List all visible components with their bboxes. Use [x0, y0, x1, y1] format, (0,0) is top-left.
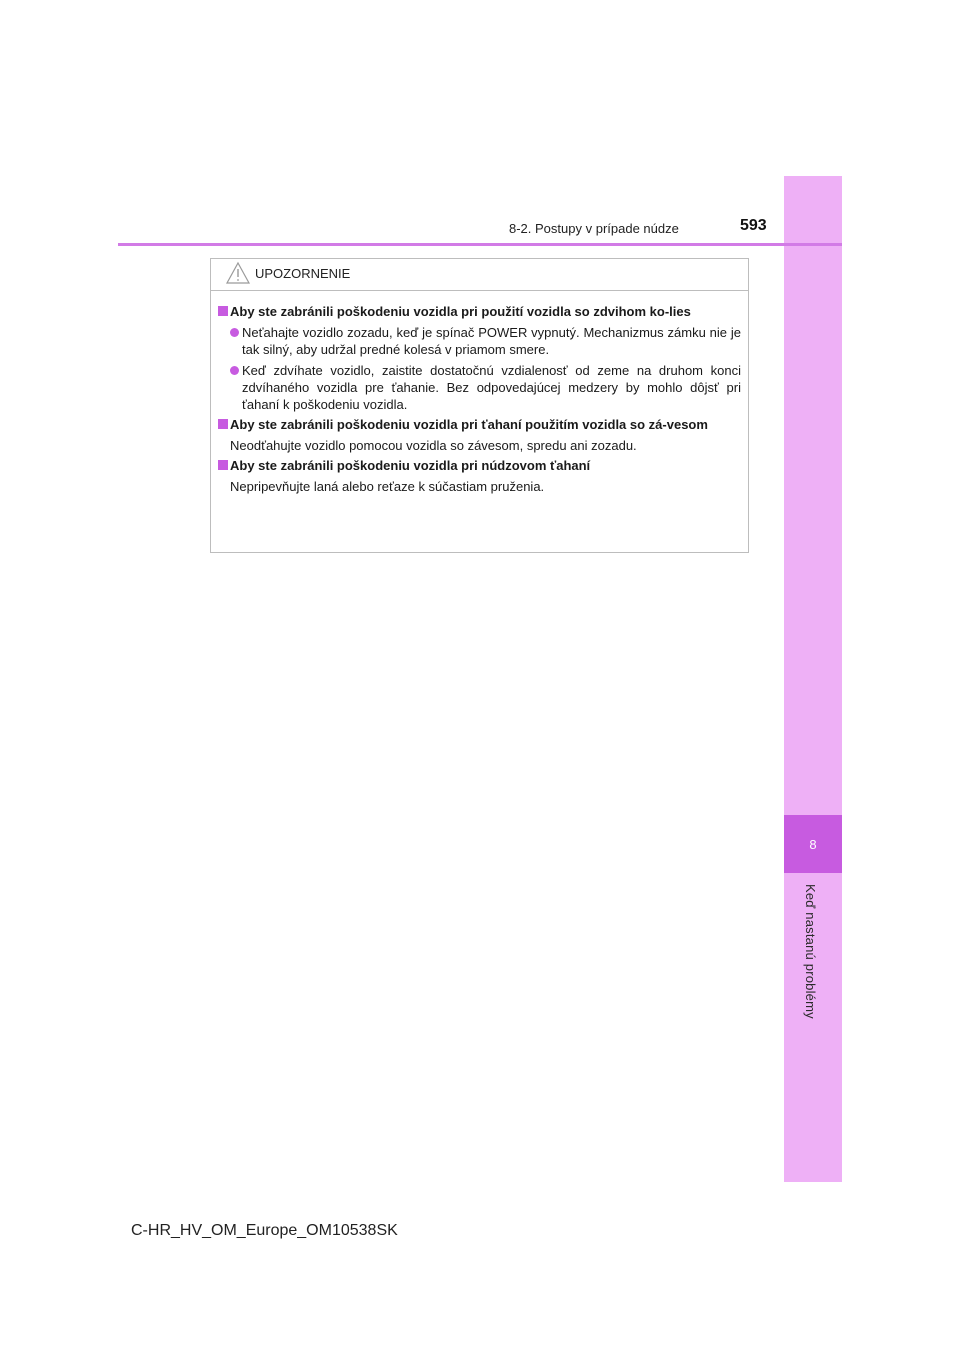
warning-heading: Aby ste zabránili poškodeniu vozidla pri núdzovom ťahaní [218, 457, 741, 474]
warning-heading: Aby ste zabránili poškodeniu vozidla pri ťahaní použitím vozidla so zá-vesom [218, 416, 741, 433]
page-number: 593 [740, 217, 767, 234]
section-title: 8-2. Postupy v prípade núdze [509, 221, 679, 236]
chapter-label: Keď nastanú problémy [803, 884, 818, 1019]
square-bullet-icon [218, 419, 228, 429]
warning-text: Neodťahujte vozidlo pomocou vozidla so závesom, spredu ani zozadu. [230, 438, 637, 453]
warning-label: UPOZORNENIE [255, 266, 351, 281]
chapter-number: 8 [809, 836, 817, 852]
round-bullet-icon [230, 328, 239, 337]
warning-header [211, 259, 748, 291]
round-bullet-icon [230, 366, 239, 375]
chapter-side-tab [784, 176, 842, 1182]
warning-triangle-icon [225, 261, 251, 290]
list-item: Keď zdvíhate vozidlo, zaistite dostatočnú vzdialenosť od zeme na druhom konci zdvíhaného vozidla pre ťahanie. Bez odpovedajúcej medzery by mohlo dôjsť pri ťahaní k poškodeniu vozidla. [218, 362, 741, 413]
warning-heading: Aby ste zabránili poškodeniu vozidla pri použití vozidla so zdvihom ko-lies [218, 303, 741, 320]
warning-body [211, 291, 748, 495]
header-rule [118, 243, 842, 246]
warning-box [210, 258, 749, 553]
square-bullet-icon [218, 460, 228, 470]
square-bullet-icon [218, 306, 228, 316]
warning-text: Nepripevňujte laná alebo reťaze k súčastiam pruženia. [230, 479, 545, 494]
document-id: C-HR_HV_OM_Europe_OM10538SK [131, 1222, 398, 1239]
list-item: Neťahajte vozidlo zozadu, keď je spínač POWER vypnutý. Mechanizmus zámku nie je tak silný, aby udržal predné kolesá v priamom smere. [218, 324, 741, 358]
